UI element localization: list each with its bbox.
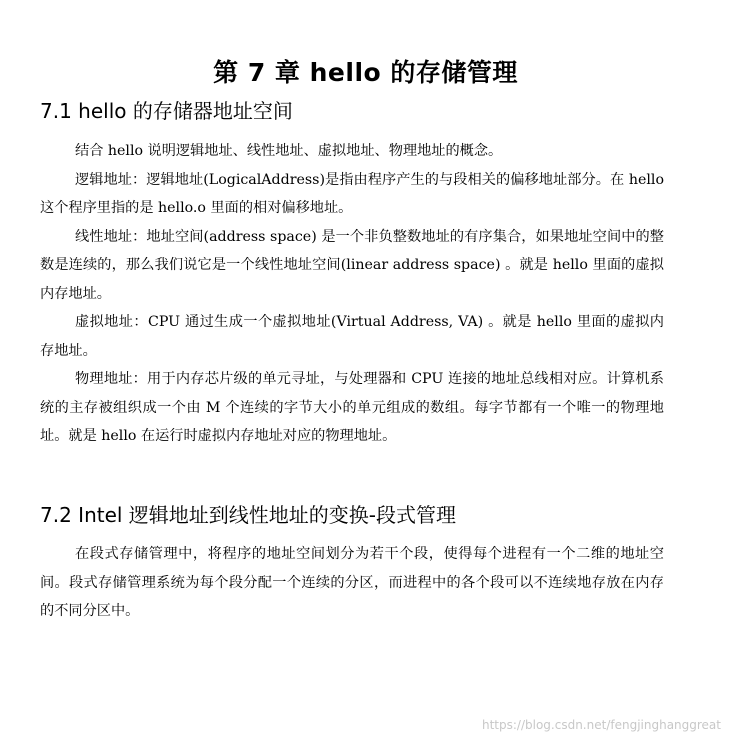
section-body-7-1 (40, 137, 664, 451)
chapter-title: 第 7 章 hello 的存储管理 (213, 57, 518, 87)
paragraph-virtual-address: 虚拟地址：CPU 通过生成一个虚拟地址(Virtual Address, VA) 。就是 hello 里面的虚拟内存地址。 (40, 314, 664, 359)
paragraph-physical-address: 物理地址：用于内存芯片级的单元寻址，与处理器和 CPU 连接的地址总线相对应。计算机系统的主存被组织成一个由 M 个连续的字节大小的单元组成的数组。每字节都有一个唯一的物理地址。就是 hello 在运行时虚拟内存地址对应的物理地址。 (40, 371, 664, 444)
section-heading-7-1: 7.1 hello 的存储器地址空间 (40, 99, 293, 123)
watermark: https://blog.csdn.net/fengjinghanggreat (482, 718, 721, 732)
paragraph-intro: 结合 hello 说明逻辑地址、线性地址、虚拟地址、物理地址的概念。 (75, 143, 503, 159)
paragraph-logical-address: 逻辑地址：逻辑地址(LogicalAddress)是指由程序产生的与段相关的偏移地址部分。在 hello 这个程序里指的是 hello.o 里面的相对偏移地址。 (40, 171, 664, 216)
section-body-7-2 (40, 540, 664, 626)
paragraph-linear-address: 线性地址：地址空间(address space) 是一个非负整数地址的有序集合，如果地址空间中的整数是连续的，那么我们说它是一个线性地址空间(linear address space) 。就是 hello 里面的虚拟内存地址。 (40, 228, 664, 302)
paragraph-segment-management: 在段式存储管理中，将程序的地址空间划分为若干个段，使得每个进程有一个二维的地址空间。段式存储管理系统为每个段分配一个连续的分区，而进程中的各个段可以不连续地存放在内存的不同分区中。 (40, 546, 664, 619)
section-heading-7-2: 7.2 Intel 逻辑地址到线性地址的变换-段式管理 (40, 503, 457, 527)
